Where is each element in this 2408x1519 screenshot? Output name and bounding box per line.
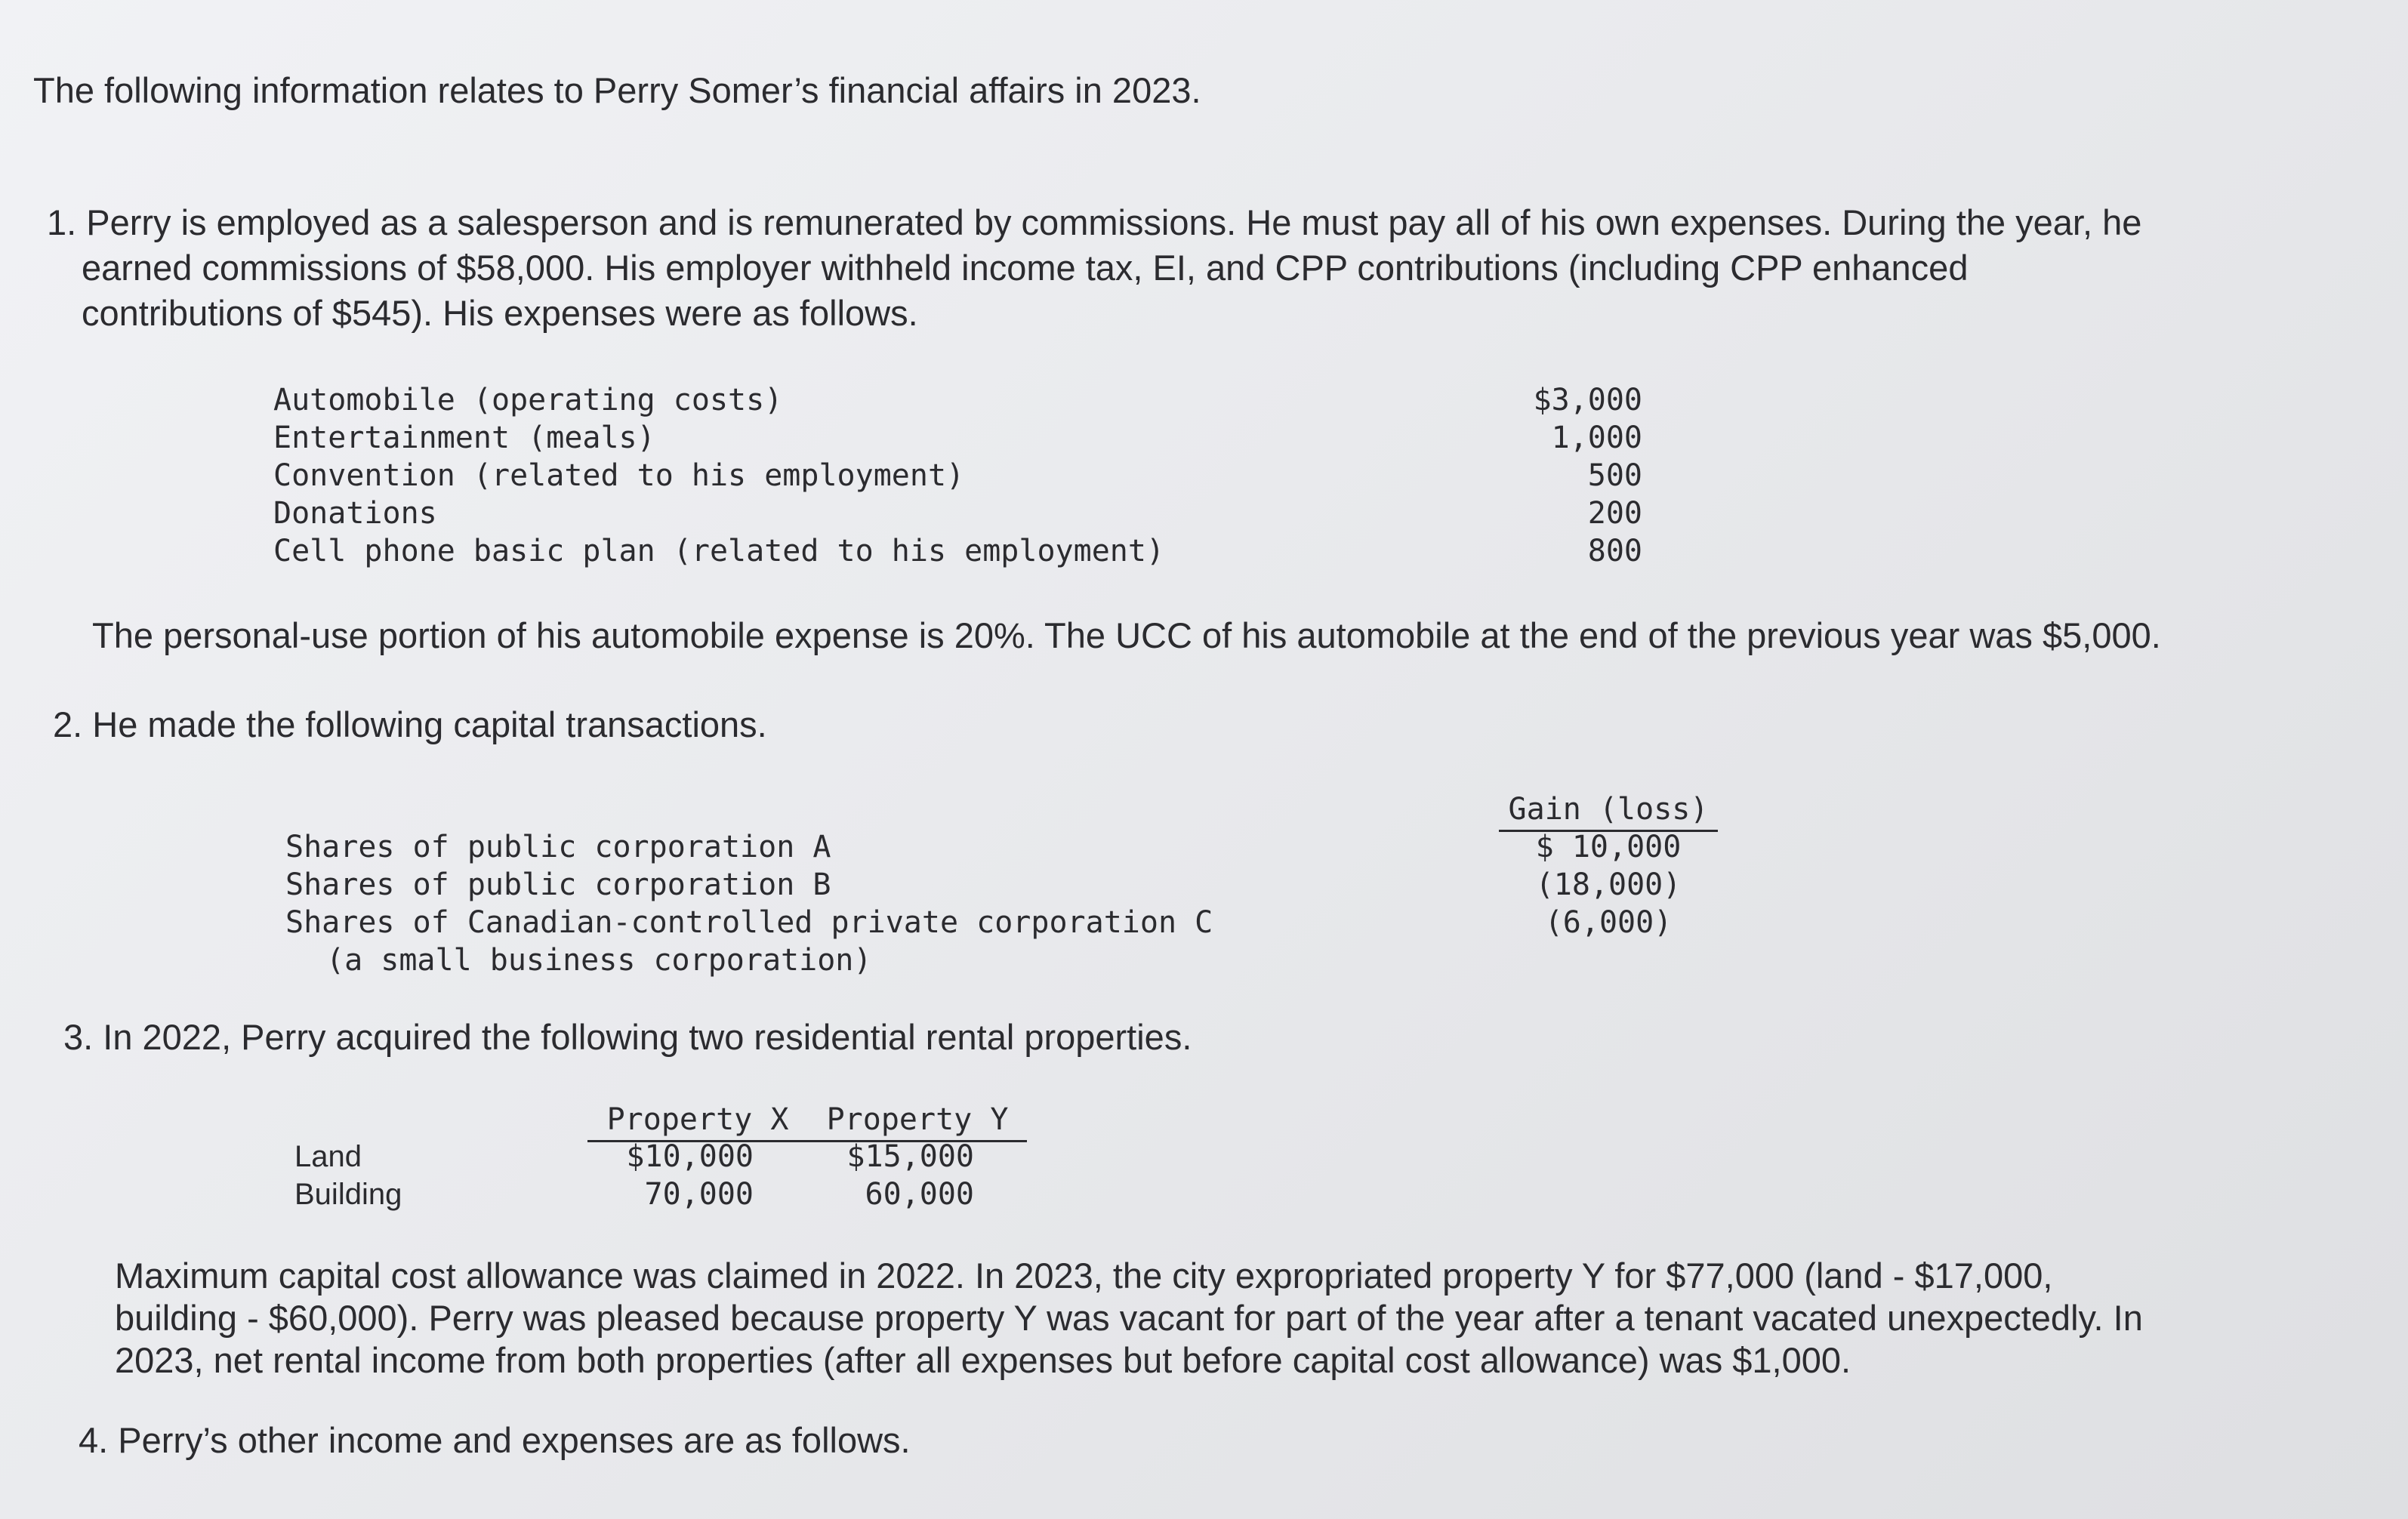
property-x-value: $10,000 [626,1139,754,1174]
item4-heading: 4. Perry’s other income and expenses are as follows. [79,1420,911,1460]
expense-label: Automobile (operating costs) [273,383,783,417]
capital-values [1499,828,1718,941]
capital-label: Shares of public corporation B [285,867,831,902]
property-y-value: $15,000 [846,1139,974,1174]
property-row-label: Building [294,1178,402,1211]
expense-amount: 500 [1587,458,1642,493]
capital-labels [285,828,1213,979]
property-row-label: Land [294,1140,362,1173]
item3-para-line2: building - $60,000). Perry was pleased because property Y was vacant for part of the year after a tenant vacated unexpectedly. In [115,1298,2143,1338]
expense-label: Entertainment (meals) [273,421,655,455]
item1-line3: contributions of $545). His expenses were as follows. [82,293,918,333]
property-y-value: 60,000 [865,1177,974,1212]
expense-labels [273,381,1164,570]
property-x-value: 70,000 [644,1177,754,1212]
capital-value: $ 10,000 [1535,830,1682,864]
property-x-values [587,1138,754,1213]
expense-label: Cell phone basic plan (related to his employment) [273,534,1165,568]
expense-amount: 800 [1587,534,1642,568]
expense-amounts [1480,381,1642,570]
properties-header-row [587,1101,1027,1142]
intro-text: The following information relates to Perry Somer’s financial affairs in 2023. [33,70,1201,110]
property-y-values [808,1138,974,1213]
expense-label: Convention (related to his employment) [273,458,965,493]
item1-line1: 1. Perry is employed as a salesperson and is remunerated by commissions. He must pay all of his own expenses. During the year, he [47,202,2142,242]
capital-label-sub: (a small business corporation) [326,943,872,978]
property-y-header: Property Y [826,1102,1009,1137]
expense-label: Donations [273,496,437,531]
capital-label: Shares of Canadian-controlled private corporation C [285,905,1213,940]
item3-heading: 3. In 2022, Perry acquired the following two residential rental properties. [63,1017,1192,1057]
item1-note: The personal-use portion of his automobile expense is 20%. The UCC of his automobile at the end of the previous year was $5,000. [92,615,2161,655]
capital-value: (18,000) [1535,867,1682,902]
property-row-labels [294,1138,402,1213]
item1-line2: earned commissions of $58,000. His employer withheld income tax, EI, and CPP contributions (including CPP enhanced [82,248,1969,288]
item3-para-line3: 2023, net rental income from both properties (after all expenses but before capital cost allowance) was $1,000. [115,1340,1851,1380]
capital-label: Shares of public corporation A [285,830,831,864]
expense-amount: 200 [1587,496,1642,531]
gain-loss-header: Gain (loss) [1499,790,1718,832]
capital-value: (6,000) [1544,905,1673,940]
expense-amount: 1,000 [1551,421,1642,455]
item2-heading: 2. He made the following capital transactions. [53,704,767,744]
expense-amount: $3,000 [1533,383,1642,417]
item3-para-line1: Maximum capital cost allowance was claimed in 2022. In 2023, the city expropriated property Y for $77,000 (land - $17,000, [115,1256,2053,1296]
property-x-header: Property X [606,1102,789,1137]
